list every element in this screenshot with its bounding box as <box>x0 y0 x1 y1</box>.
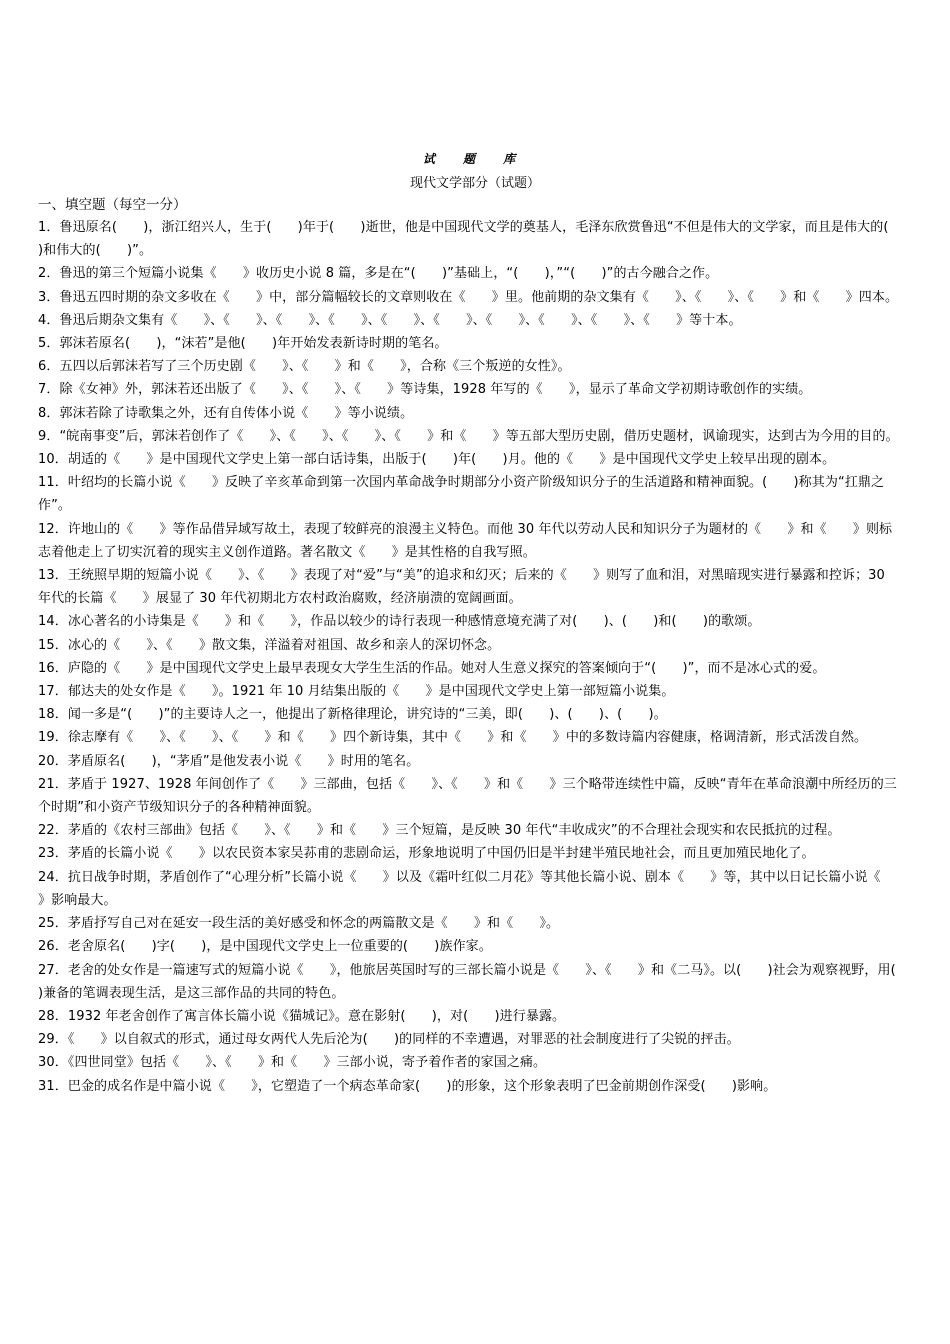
question-item: 18．闻一多是“( )”的主要诗人之一，他提出了新格律理论，讲究诗的“三美，即( )、( )、( )。 <box>38 707 667 723</box>
question-item: 10．胡适的《 》是中国现代文学史上第一部白话诗集，出版于( )年( )月。他的《 》是中国现代文学史上较早出现的剧本。 <box>38 452 836 468</box>
question-item: 13．王统照早期的短篇小说《 》、《 》表现了对“爱”与“美”的追求和幻灭；后来的《 》则写了血和泪，对黑暗现实进行暴露和控诉；30 年代的长篇《 》展显了 30 年代初期北方农村政治腐败，经济崩溃的宽阔画面。 <box>38 568 885 607</box>
question-item: 2．鲁迅的第三个短篇小说集《 》收历史小说 8 篇，多是在“( )”基础上，“( )，”“( )”的古今融合之作。 <box>38 266 719 282</box>
question-item: 5．郭沫若原名( )，“沫若”是他( )年开始发表新诗时期的笔名。 <box>38 336 448 352</box>
question-list <box>38 216 922 1098</box>
question-item: 9．“皖南事变”后，郭沫若创作了《 》、《 》、《 》、《 》和《 》等五部大型历史剧，借历史题材，讽谕现实，达到古为今用的目的。 <box>38 428 899 444</box>
question-item: 29．《 》以自叙式的形式，通过母女两代人先后沦为( )的同样的不幸遭遇，对罪恶的社会制度进行了尖锐的抨击。 <box>38 1032 740 1048</box>
page-subtitle: 现代文学部分（试题） <box>409 176 540 191</box>
question-item: 21．茅盾于 1927、1928 年间创作了《 》三部曲，包括《 》、《 》和《 》三个略带连续性中篇，反映“青年在革命浪潮中所经历的三个时期”和小资产节级知识分子的各种精神面貌。 <box>38 776 897 816</box>
question-item: 24．抗日战争时期，茅盾创作了“心理分析”长篇小说《 》以及《霜叶红似二月花》等其他长篇小说、剧本《 》等，其中以日记长篇小说《 》影响最大。 <box>38 869 907 908</box>
question-item: 14．冰心著名的小诗集是《 》和《 》，作品以较少的诗行表现一种感情意境充满了对( )、( )和( )的歌颂。 <box>38 614 761 630</box>
section-heading: 一、填空题（每空一分） <box>38 197 187 213</box>
question-item: 23．茅盾的长篇小说《 》以农民资本家吴荪甫的悲剧命运，形象地说明了中国仍旧是半封建半殖民地社会，而且更加殖民地化了。 <box>38 846 815 862</box>
question-item: 1．鲁迅原名( )，浙江绍兴人，生于( )年于( )逝世，他是中国现代文学的奠基人，毛泽东欣赏鲁迅“不但是伟大的文学家，而且是伟大的( )和伟大的( )”。 <box>38 220 915 259</box>
question-item: 27．老舍的处女作是一篇速写式的短篇小说《 》，他旅居英国时写的三部长篇小说是《 》、《 》和《二马》。以( )社会为观察视野，用( )兼备的笔调表现生活，是这三部作品的共同的特色。 <box>38 962 922 1001</box>
question-item: 17．郁达夫的处女作是《 》。1921 年 10 月结集出版的《 》是中国现代文学史上第一部短篇小说集。 <box>38 684 675 700</box>
question-item: 6．五四以后郭沫若写了三个历史剧《 》、《 》和《 》，合称《三个叛逆的女性》。 <box>38 359 571 375</box>
question-item: 16．庐隐的《 》是中国现代文学史上最早表现女大学生生活的作品。她对人生意义探究的答案倾向于“( )”，而不是冰心式的爱。 <box>38 660 826 676</box>
question-item: 3．鲁迅五四时期的杂文多收在《 》中，部分篇幅较长的文章则收在《 》里。他前期的杂文集有《 》、《 》、《 》和《 》四本。 <box>38 289 899 305</box>
question-item: 26．老舍原名( )字( )，是中国现代文学史上一位重要的( )族作家。 <box>38 939 492 955</box>
question-item: 25．茅盾抒写自己对在延安一段生活的美好感受和怀念的两篇散文是《 》和《 》。 <box>38 916 560 932</box>
question-item: 28．1932 年老舍创作了寓言体长篇小说《猫城记》。意在影射( )，对( )进行暴露。 <box>38 1008 566 1024</box>
question-item: 11．叶绍均的长篇小说《 》反映了辛亥革命到第一次国内革命战争时期部分小资产阶级知识分子的生活道路和精神面貌。( )称其为“扛鼎之作”。 <box>38 475 885 514</box>
question-item: 19．徐志摩有《 》、《 》、《 》和《 》四个新诗集，其中《 》和《 》中的多数诗篇内容健康，格调清新，形式活泼自然。 <box>38 730 868 746</box>
question-item: 15．冰心的《 》、《 》散文集，洋溢着对祖国、故乡和亲人的深切怀念。 <box>38 637 501 653</box>
question-item: 8．郭沫若除了诗歌集之外，还有自传体小说《 》等小说绩。 <box>38 405 414 421</box>
question-item: 20．茅盾原名( )，“茅盾”是他发表小说《 》时用的笔名。 <box>38 753 420 769</box>
question-item: 4．鲁迅后期杂文集有《 》、《 》、《 》、《 》、《 》、《 》、《 》、《 》、《 》、《 》等十本。 <box>38 312 742 328</box>
question-item: 31．巴金的成名作是中篇小说《 》，它塑造了一个病态革命家( )的形象，这个形象表明了巴金前期创作深受( )影响。 <box>38 1078 777 1094</box>
question-item: 30．《四世同堂》包括《 》、《 》和《 》三部小说，寄予着作者的家国之痛。 <box>38 1055 547 1071</box>
question-item: 7．除《女神》外，郭沫若还出版了《 》、《 》、《 》等诗集，1928 年写的《 》，显示了革命文学初期诗歌创作的实绩。 <box>38 382 812 398</box>
page-title: 试 题 库 <box>422 152 528 166</box>
question-item: 22．茅盾的《农村三部曲》包括《 》、《 》和《 》三个短篇，是反映 30 年代“丰收成灾”的不合理社会现实和农民抵抗的过程。 <box>38 823 841 839</box>
question-item: 12．许地山的《 》等作品借异域写故土，表现了较鲜亮的浪漫主义特色。而他 30 年代以劳动人民和知识分子为题材的《 》和《 》则标志着他走上了切实沉着的现实主义创作道路。著名散文《 》是其性格的自我写照。 <box>38 521 893 560</box>
